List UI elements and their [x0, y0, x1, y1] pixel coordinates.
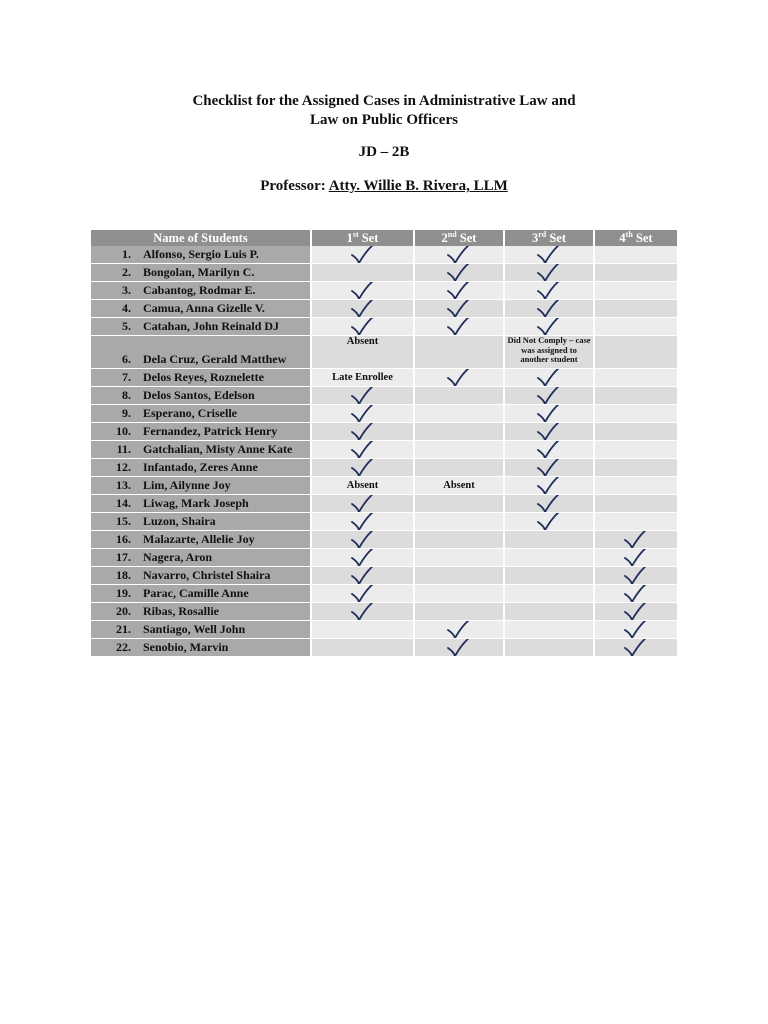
student-number: 17. [116, 550, 131, 565]
set-4-cell [594, 264, 678, 282]
set-1-cell [311, 369, 414, 387]
student-name-cell [91, 282, 311, 300]
student-number: 20. [116, 604, 131, 619]
set-2-cell [414, 513, 504, 531]
set-3-cell [504, 459, 594, 477]
set-3-cell [504, 369, 594, 387]
set-3-cell [504, 531, 594, 549]
check-icon [446, 246, 472, 264]
student-number: 10. [116, 424, 131, 439]
title-line-1: Checklist for the Assigned Cases in Administrative Law and [192, 93, 576, 109]
check-icon [536, 369, 562, 387]
check-icon [350, 531, 376, 549]
set-4-cell [594, 423, 678, 441]
set-3-cell [504, 318, 594, 336]
set-2-cell [414, 282, 504, 300]
table-row [91, 621, 678, 639]
student-name: Malazarte, Allelie Joy [143, 532, 255, 547]
student-name-cell [91, 585, 311, 603]
set-note: Late Enrollee [332, 371, 393, 383]
table-row [91, 336, 678, 369]
set-1-cell [311, 264, 414, 282]
student-name-cell [91, 549, 311, 567]
set-4-cell [594, 567, 678, 585]
set-1-cell [311, 318, 414, 336]
set-2-cell [414, 549, 504, 567]
set-2-cell [414, 318, 504, 336]
check-icon [536, 459, 562, 477]
student-name: Navarro, Christel Shaira [143, 568, 271, 583]
set-3-cell [504, 246, 594, 264]
check-icon [446, 621, 472, 639]
set-4-cell [594, 477, 678, 495]
check-icon [623, 639, 649, 657]
set-1-cell [311, 549, 414, 567]
set-4-cell [594, 459, 678, 477]
table-row [91, 495, 678, 513]
student-number: 13. [116, 478, 131, 493]
student-name: Gatchalian, Misty Anne Kate [143, 442, 293, 457]
check-icon [350, 513, 376, 531]
set-2-cell [414, 441, 504, 459]
set-2-cell [414, 567, 504, 585]
check-icon [536, 264, 562, 282]
check-icon [350, 585, 376, 603]
check-icon [623, 567, 649, 585]
set-3-cell [504, 495, 594, 513]
set-4-cell [594, 621, 678, 639]
student-name-cell [91, 513, 311, 531]
student-name: Ribas, Rosallie [143, 604, 220, 619]
set-1-cell [311, 336, 414, 369]
check-icon [350, 246, 376, 264]
check-icon [536, 318, 562, 336]
set-1-cell [311, 423, 414, 441]
table-row [91, 423, 678, 441]
set-1-cell [311, 567, 414, 585]
check-icon [446, 639, 472, 657]
set-2-cell [414, 300, 504, 318]
check-icon [350, 282, 376, 300]
set-2-cell [414, 495, 504, 513]
set-note: Absent [346, 479, 379, 491]
student-name-cell [91, 639, 311, 657]
set-3-cell [504, 423, 594, 441]
student-name-cell [91, 318, 311, 336]
set-note: Absent [443, 479, 475, 491]
student-name: Parac, Camille Anne [143, 586, 249, 601]
set-3-cell [504, 282, 594, 300]
professor-label: Professor: [260, 178, 326, 194]
set-3-cell [504, 264, 594, 282]
set-1-cell [311, 459, 414, 477]
table-row [91, 300, 678, 318]
header-name-of-students: Name of Students [91, 230, 311, 246]
set-1-cell [311, 531, 414, 549]
table-row [91, 567, 678, 585]
table-header-row [91, 230, 678, 246]
set-2-cell [414, 264, 504, 282]
student-number: 22. [116, 640, 131, 655]
check-icon [350, 387, 376, 405]
set-3-cell [504, 477, 594, 495]
set-4-cell [594, 246, 678, 264]
set-4-cell [594, 549, 678, 567]
set-3-cell [504, 441, 594, 459]
set-2-cell [414, 246, 504, 264]
table-row [91, 369, 678, 387]
set-3-cell [504, 549, 594, 567]
student-name: Lim, Ailynne Joy [143, 478, 231, 493]
check-icon [446, 264, 472, 282]
set-1-cell [311, 495, 414, 513]
student-name: Esperano, Criselle [143, 406, 237, 421]
set-3-cell [504, 639, 594, 657]
student-number: 7. [122, 370, 131, 385]
set-2-cell [414, 459, 504, 477]
table-row [91, 549, 678, 567]
table-row [91, 246, 678, 264]
set-4-cell [594, 318, 678, 336]
set-4-cell [594, 300, 678, 318]
student-number: 19. [116, 586, 131, 601]
header-set-3: 3rd Set [504, 230, 594, 246]
student-number: 15. [116, 514, 131, 529]
set-3-cell [504, 585, 594, 603]
check-icon [536, 246, 562, 264]
table-row [91, 603, 678, 621]
student-name-cell [91, 264, 311, 282]
student-number: 11. [116, 442, 131, 457]
professor-line [0, 178, 768, 195]
student-number: 1. [122, 247, 131, 262]
table-row [91, 387, 678, 405]
set-note: Did Not Comply – case was assigned to another student [507, 335, 591, 365]
table-row [91, 531, 678, 549]
set-1-cell [311, 639, 414, 657]
set-1-cell [311, 246, 414, 264]
table-row [91, 282, 678, 300]
set-4-cell [594, 639, 678, 657]
student-name-cell [91, 246, 311, 264]
set-4-cell [594, 405, 678, 423]
check-icon [623, 603, 649, 621]
student-name-cell [91, 369, 311, 387]
check-icon [350, 603, 376, 621]
student-name: Dela Cruz, Gerald Matthew [143, 352, 287, 367]
student-name: Delos Reyes, Roznelette [143, 370, 264, 385]
check-icon [536, 477, 562, 495]
course-section: JD – 2B [358, 144, 410, 160]
student-name-cell [91, 603, 311, 621]
document-title [0, 92, 768, 130]
student-name-cell [91, 336, 311, 369]
student-number: 14. [116, 496, 131, 511]
set-4-cell [594, 282, 678, 300]
table-row [91, 639, 678, 657]
student-name: Bongolan, Marilyn C. [143, 265, 255, 280]
student-name: Luzon, Shaira [143, 514, 216, 529]
set-1-cell [311, 441, 414, 459]
set-3-cell [504, 603, 594, 621]
set-4-cell [594, 585, 678, 603]
set-4-cell [594, 531, 678, 549]
check-icon [536, 282, 562, 300]
check-icon [446, 318, 472, 336]
set-2-cell [414, 336, 504, 369]
set-2-cell [414, 531, 504, 549]
set-2-cell [414, 423, 504, 441]
set-4-cell [594, 513, 678, 531]
set-2-cell [414, 477, 504, 495]
set-1-cell [311, 405, 414, 423]
header-set-1: 1st Set [311, 230, 414, 246]
header-set-2: 2nd Set [414, 230, 504, 246]
set-4-cell [594, 387, 678, 405]
set-4-cell [594, 495, 678, 513]
set-1-cell [311, 585, 414, 603]
set-3-cell [504, 387, 594, 405]
check-icon [623, 531, 649, 549]
set-3-cell [504, 567, 594, 585]
check-icon [350, 459, 376, 477]
table-row [91, 585, 678, 603]
student-name-cell [91, 423, 311, 441]
student-name-cell [91, 441, 311, 459]
student-name: Camua, Anna Gizelle V. [143, 301, 265, 316]
set-1-cell [311, 387, 414, 405]
student-name: Cabantog, Rodmar E. [143, 283, 256, 298]
student-name-cell [91, 567, 311, 585]
check-icon [446, 369, 472, 387]
check-icon [350, 405, 376, 423]
check-icon [350, 549, 376, 567]
student-number: 2. [122, 265, 131, 280]
set-1-cell [311, 513, 414, 531]
set-3-cell [504, 300, 594, 318]
check-icon [446, 300, 472, 318]
student-name: Infantado, Zeres Anne [143, 460, 258, 475]
set-1-cell [311, 621, 414, 639]
set-2-cell [414, 621, 504, 639]
set-1-cell [311, 300, 414, 318]
student-number: 21. [116, 622, 131, 637]
check-icon [350, 300, 376, 318]
set-3-cell [504, 513, 594, 531]
student-name-cell [91, 495, 311, 513]
student-name-cell [91, 405, 311, 423]
set-4-cell [594, 369, 678, 387]
check-icon [536, 513, 562, 531]
set-2-cell [414, 639, 504, 657]
student-number: 5. [122, 319, 131, 334]
set-3-cell [504, 336, 594, 369]
check-icon [350, 318, 376, 336]
check-icon [350, 495, 376, 513]
student-number: 4. [122, 301, 131, 316]
set-2-cell [414, 369, 504, 387]
set-1-cell [311, 477, 414, 495]
professor-name: Atty. Willie B. Rivera, LLM [328, 178, 508, 194]
student-name-cell [91, 300, 311, 318]
student-name-cell [91, 387, 311, 405]
student-name: Liwag, Mark Joseph [143, 496, 249, 511]
check-icon [350, 423, 376, 441]
table-row [91, 264, 678, 282]
set-2-cell [414, 603, 504, 621]
set-2-cell [414, 405, 504, 423]
check-icon [536, 495, 562, 513]
student-name: Nagera, Aron [143, 550, 213, 565]
table-row [91, 318, 678, 336]
student-name: Fernandez, Patrick Henry [143, 424, 278, 439]
set-2-cell [414, 387, 504, 405]
student-name-cell [91, 621, 311, 639]
table-row [91, 477, 678, 495]
header-set-4: 4th Set [594, 230, 678, 246]
student-name-cell [91, 459, 311, 477]
check-icon [536, 387, 562, 405]
student-name: Delos Santos, Edelson [143, 388, 255, 403]
checklist-table [91, 230, 679, 657]
check-icon [536, 423, 562, 441]
student-name: Santiago, Well John [143, 622, 246, 637]
student-number: 18. [116, 568, 131, 583]
check-icon [446, 282, 472, 300]
student-number: 12. [116, 460, 131, 475]
student-number: 16. [116, 532, 131, 547]
set-note: Absent [346, 336, 379, 348]
set-2-cell [414, 585, 504, 603]
check-icon [623, 549, 649, 567]
student-number: 6. [122, 352, 131, 367]
check-icon [623, 585, 649, 603]
set-1-cell [311, 282, 414, 300]
table-row [91, 441, 678, 459]
student-number: 8. [122, 388, 131, 403]
student-name: Catahan, John Reinald DJ [143, 319, 280, 334]
student-name: Alfonso, Sergio Luis P. [143, 247, 259, 262]
check-icon [536, 441, 562, 459]
table-row [91, 459, 678, 477]
set-1-cell [311, 603, 414, 621]
student-name: Senobio, Marvin [143, 640, 229, 655]
student-name-cell [91, 477, 311, 495]
title-line-2: Law on Public Officers [310, 112, 458, 128]
check-icon [623, 621, 649, 639]
check-icon [536, 300, 562, 318]
set-3-cell [504, 621, 594, 639]
set-3-cell [504, 405, 594, 423]
table-row [91, 513, 678, 531]
check-icon [350, 441, 376, 459]
student-number: 9. [122, 406, 131, 421]
table-row [91, 405, 678, 423]
student-number: 3. [122, 283, 131, 298]
set-4-cell [594, 336, 678, 369]
set-4-cell [594, 441, 678, 459]
set-4-cell [594, 603, 678, 621]
check-icon [536, 405, 562, 423]
student-name-cell [91, 531, 311, 549]
check-icon [350, 567, 376, 585]
